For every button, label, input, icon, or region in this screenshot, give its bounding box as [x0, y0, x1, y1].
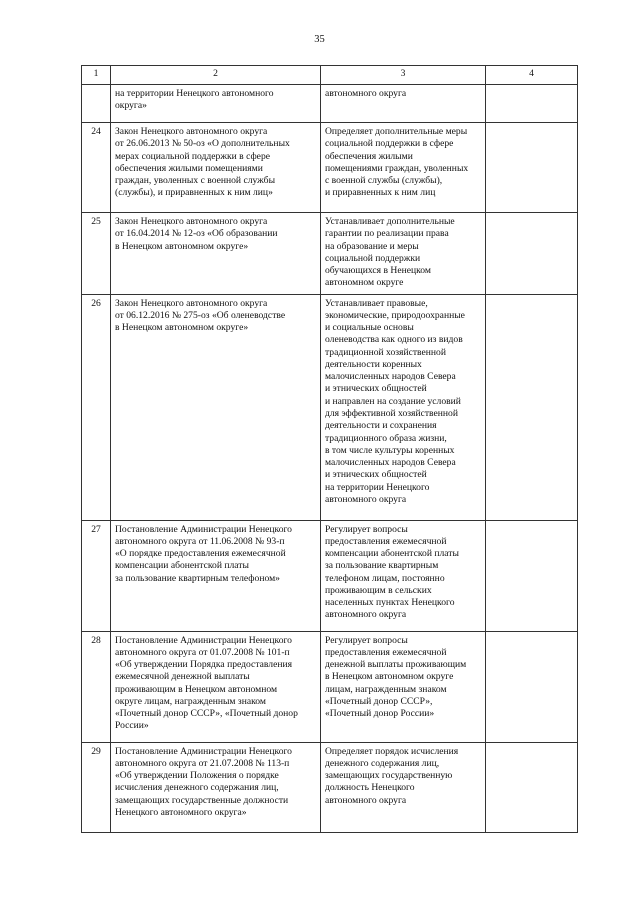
table-row [82, 742, 578, 832]
description-text-line: должность Ненецкого [325, 782, 415, 794]
document-text-line: ежемесячной денежной выплаты [115, 671, 250, 683]
table-row [82, 123, 578, 213]
table-row [82, 520, 578, 631]
description-text-line: гарантии по реализации права [325, 228, 449, 240]
description-cell [321, 123, 486, 213]
note-cell [486, 213, 578, 295]
description-text-line: с военной службы (службы), [325, 175, 443, 187]
description-cell [321, 85, 486, 123]
table-row [82, 631, 578, 742]
document-text-line: автономного округа от 11.06.2008 № 93-п [115, 535, 285, 547]
document-text-line: «Об утверждении Порядка предоставления [115, 659, 293, 671]
description-text-line: и приравненных к ним лиц [325, 187, 436, 199]
description-text-line: оленеводства как одного из видов [325, 334, 463, 346]
document-text-line: в Ненецком автономном округе» [115, 240, 249, 252]
document-text-line: мерах социальной поддержки в сфере [115, 150, 270, 162]
description-text-line: обучающихся в Ненецком [325, 265, 431, 277]
description-text-line: за пользование квартирным [325, 560, 439, 572]
document-text-line: обеспечения жилыми помещениями [115, 162, 263, 174]
description-text-line: «Почетный донор СССР», [325, 695, 433, 707]
header-row [82, 66, 578, 85]
description-text-line: автономном округе [325, 277, 404, 289]
document-text-line: России» [115, 720, 149, 732]
description-text-line: «Почетный донор России» [325, 708, 435, 720]
document-text-line: автономного округа от 21.07.2008 № 113-п [115, 757, 290, 769]
description-text-line: социальной поддержки в сфере [325, 138, 454, 150]
description-text-line: автономного округа [325, 88, 407, 99]
document-cell [111, 213, 321, 295]
document-cell [111, 85, 321, 123]
document-text-line: Закон Ненецкого автономного округа [115, 297, 268, 309]
description-text-line: экономические, природоохранные [325, 309, 465, 321]
description-cell [321, 631, 486, 742]
document-text-line: Закон Ненецкого автономного округа [115, 126, 268, 137]
legal-acts-table [81, 65, 578, 833]
column-header-1: 1 [82, 66, 111, 85]
description-text-line: для эффективной хозяйственной [325, 407, 458, 419]
note-cell [486, 294, 578, 520]
document-cell [111, 520, 321, 631]
description-text-line: Регулирует вопросы [325, 523, 408, 535]
description-text-line: малочисленных народов Севера [325, 371, 456, 383]
document-cell [111, 123, 321, 213]
description-text-line: автономного округа [325, 493, 407, 505]
document-text-line: от 06.12.2016 № 275-оз «Об оленеводстве [115, 309, 286, 321]
description-text-line: денежного содержания лиц, [325, 757, 440, 769]
document-text-line: Постановление Администрации Ненецкого [115, 745, 292, 757]
description-text-line: деятельности и сохранения [325, 420, 437, 432]
document-text-line: округе лицам, награжденным знаком [115, 695, 266, 707]
description-text-line: Устанавливает дополнительные [325, 216, 455, 227]
description-cell [321, 742, 486, 832]
description-text-line: на территории Ненецкого [325, 481, 430, 493]
document-text-line: от 16.04.2014 № 12-оз «Об образовании [115, 228, 278, 240]
document-text-line: Постановление Администрации Ненецкого [115, 523, 292, 535]
row-number: 26 [82, 294, 111, 520]
description-text-line: и этнических общностей [325, 383, 427, 395]
description-text-line: предоставления ежемесячной [325, 535, 447, 547]
note-cell [486, 85, 578, 123]
document-text-line: автономного округа от 01.07.2008 № 101-п [115, 646, 290, 658]
note-cell [486, 123, 578, 213]
row-number: 24 [82, 123, 111, 213]
description-text-line: и направлен на создание условий [325, 395, 461, 407]
document-text-line: замещающих государственные должности [115, 794, 289, 806]
description-text-line: Определяет дополнительные меры [325, 126, 468, 137]
description-text-line: социальной поддержки [325, 252, 421, 264]
description-text-line: компенсации абонентской платы [325, 548, 459, 560]
row-number: 27 [82, 520, 111, 631]
note-cell [486, 631, 578, 742]
document-text-line: граждан, уволенных с военной службы [115, 175, 276, 187]
document-text-line: исчисления денежного содержания лиц, [115, 782, 279, 794]
description-text-line: Устанавливает правовые, [325, 297, 428, 309]
page-number: 35 [314, 34, 325, 45]
row-number: 25 [82, 213, 111, 295]
document-text-line: «Почетный донор СССР», «Почетный донор [115, 708, 298, 720]
description-text-line: малочисленных народов Севера [325, 457, 456, 469]
column-header-4: 4 [486, 66, 578, 85]
description-text-line: Определяет порядок исчисления [325, 745, 459, 757]
description-text-line: замещающих государственную [325, 770, 453, 782]
table-row [82, 294, 578, 520]
document-text-line: «О порядке предоставления ежемесячной [115, 548, 286, 560]
document-cell [111, 294, 321, 520]
document-cell [111, 631, 321, 742]
column-header-3: 3 [321, 66, 486, 85]
document-text-line: (службы), и приравненных к ним лиц» [115, 187, 273, 199]
description-text-line: традиционной хозяйственной [325, 346, 446, 358]
description-text-line: телефоном лицам, постоянно [325, 572, 445, 584]
table-row [82, 85, 578, 123]
description-text-line: предоставления ежемесячной [325, 646, 447, 658]
description-cell [321, 520, 486, 631]
document-text-line: за пользование квартирным телефоном» [115, 572, 280, 584]
note-cell [486, 742, 578, 832]
document-text-line: в Ненецком автономном округе» [115, 322, 249, 334]
description-text-line: Регулирует вопросы [325, 634, 408, 646]
description-text-line: и этнических общностей [325, 469, 427, 481]
description-text-line: обеспечения жилыми [325, 150, 413, 162]
table-row [82, 213, 578, 295]
document-text-line: Постановление Администрации Ненецкого [115, 634, 292, 646]
description-text-line: автономного округа [325, 794, 407, 806]
description-text-line: лицам, награжденным знаком [325, 683, 447, 695]
description-text-line: в том числе культуры коренных [325, 444, 455, 456]
description-text-line: в Ненецком автономном округе [325, 671, 454, 683]
description-text-line: проживающим в сельских [325, 584, 432, 596]
description-cell [321, 213, 486, 295]
document-text-line: от 26.06.2013 № 50-оз «О дополнительных [115, 138, 290, 150]
document-text-line: проживающим в Ненецком автономном [115, 683, 278, 695]
row-number: 29 [82, 742, 111, 832]
description-text-line: деятельности коренных [325, 358, 422, 370]
description-text-line: традиционного образа жизни, [325, 432, 447, 444]
note-cell [486, 520, 578, 631]
description-cell [321, 294, 486, 520]
document-text-line: на территории Ненецкого автономного [115, 88, 274, 99]
description-text-line: на образование и меры [325, 240, 419, 252]
column-header-2: 2 [111, 66, 321, 85]
row-number: 28 [82, 631, 111, 742]
document-text-line: компенсации абонентской платы [115, 560, 249, 572]
description-text-line: автономного округа [325, 609, 407, 621]
document-cell [111, 742, 321, 832]
description-text-line: населенных пунктах Ненецкого [325, 597, 455, 609]
description-text-line: и социальные основы [325, 322, 414, 334]
document-text-line: Закон Ненецкого автономного округа [115, 216, 268, 227]
description-text-line: денежной выплаты проживающим [325, 659, 467, 671]
document-text-line: округа» [115, 100, 147, 112]
description-text-line: помещениями граждан, уволенных [325, 162, 469, 174]
document-text-line: Ненецкого автономного округа» [115, 806, 247, 818]
row-number [82, 85, 111, 123]
document-text-line: «Об утверждении Положения о порядке [115, 770, 279, 782]
